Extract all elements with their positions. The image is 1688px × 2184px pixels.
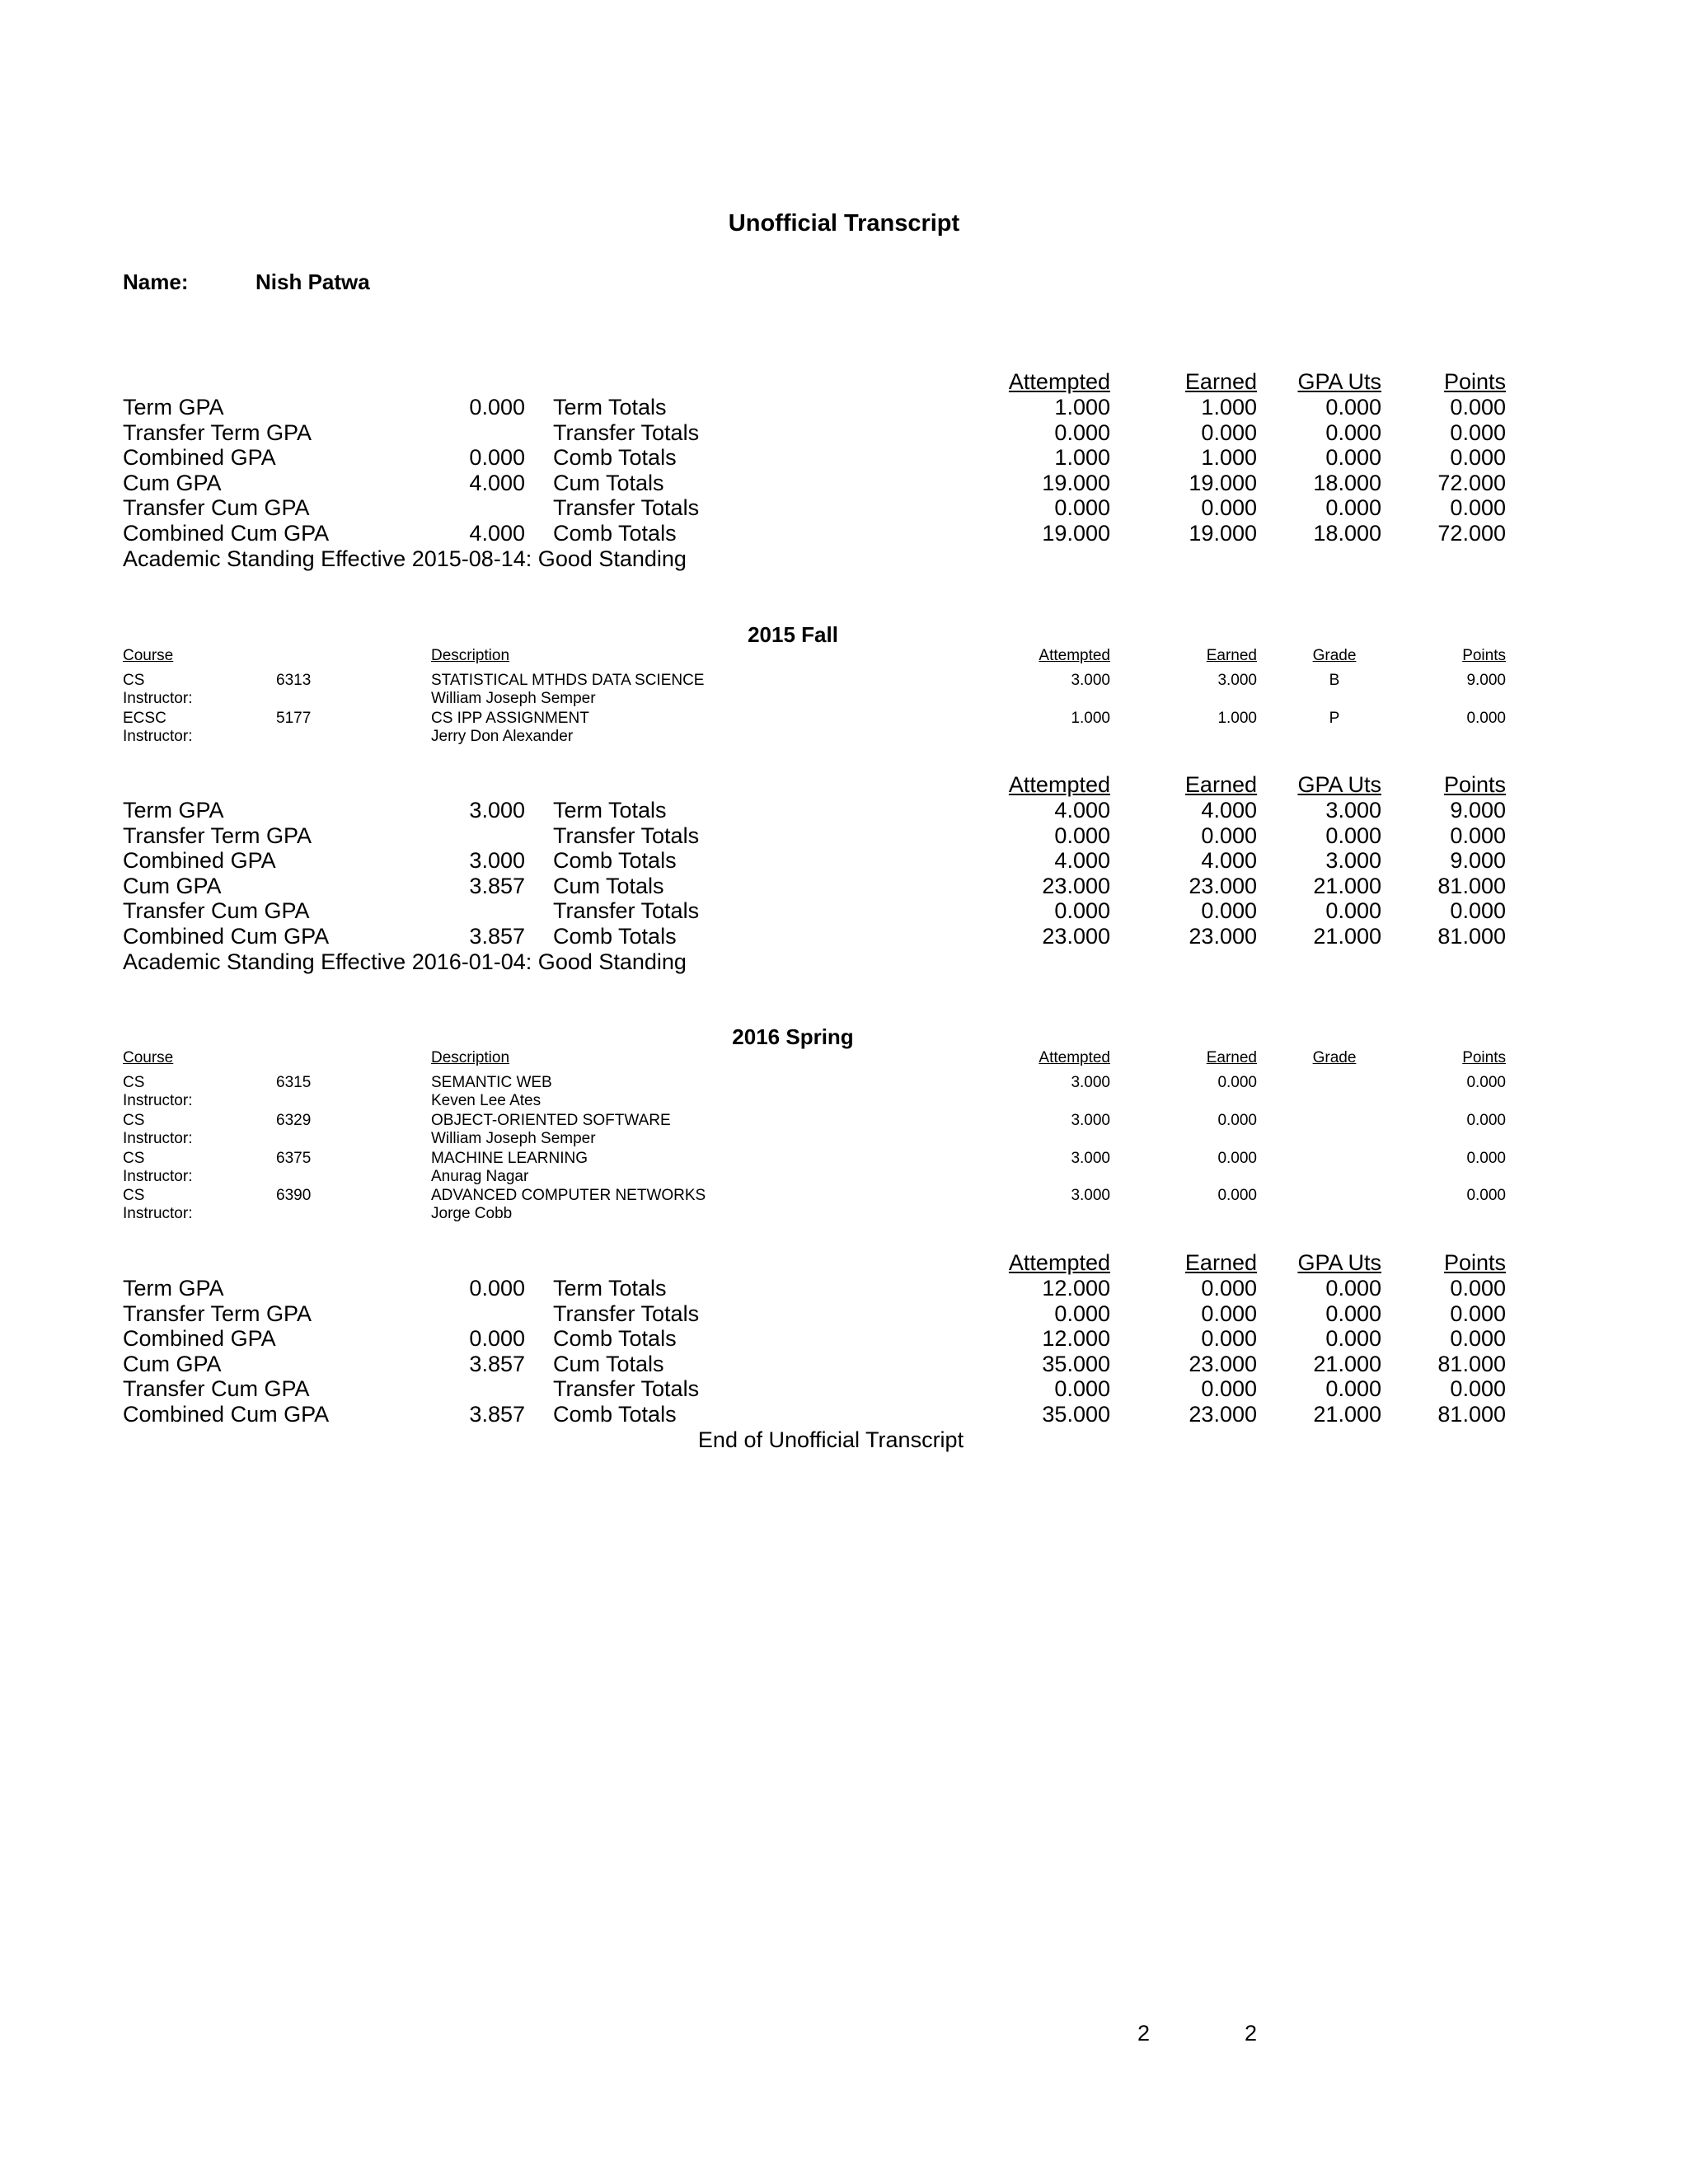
summary-row-totals-label: Comb Totals: [553, 1402, 677, 1427]
summary-row-earned: 0.000: [1201, 495, 1257, 521]
course-header-earned: Earned: [1206, 1049, 1257, 1066]
summary-row-points: 0.000: [1450, 495, 1506, 521]
summary-row-totals-label: Term Totals: [553, 395, 667, 419]
summary-row-points: 0.000: [1450, 823, 1506, 848]
summary-row-gpa: 3.857: [469, 924, 525, 949]
course-subject: CS: [123, 1187, 145, 1205]
summary-row-totals-label: Transfer Totals: [553, 823, 700, 848]
summary-header-earned: Earned: [1184, 1250, 1257, 1275]
summary-row-points: 9.000: [1450, 848, 1506, 874]
instructor-label: Instructor:: [123, 727, 193, 745]
summary-row-label: Combined GPA: [123, 1326, 276, 1352]
student-name: Nish Patwa: [256, 269, 370, 294]
summary-row-totals-label: Cum Totals: [553, 873, 664, 898]
course-number: 6390: [276, 1187, 312, 1205]
summary-header-earned: Earned: [1184, 772, 1257, 797]
course-attempted: 3.000: [1071, 1149, 1110, 1167]
instructor-name: Anurag Nagar: [431, 1167, 529, 1185]
course-attempted: 3.000: [1071, 672, 1110, 689]
instructor-name: William Joseph Semper: [431, 1129, 596, 1147]
summary-header-attempted: Attempted: [1008, 369, 1110, 394]
term-title: 2016 Spring: [732, 1024, 854, 1049]
page-title: Unofficial Transcript: [728, 210, 960, 237]
summary-row-earned: 4.000: [1201, 798, 1257, 823]
summary-row-points: 81.000: [1437, 924, 1506, 949]
course-number: 6375: [276, 1149, 312, 1167]
summary-row-gpa: 3.857: [469, 1351, 525, 1376]
course-header-points: Points: [1462, 647, 1506, 664]
summary-row-totals-label: Comb Totals: [553, 445, 677, 471]
summary-row-gpa-uts: 0.000: [1325, 495, 1381, 521]
summary-row-attempted: 12.000: [1042, 1276, 1110, 1301]
course-grade: B: [1329, 672, 1340, 689]
summary-row-points: 0.000: [1450, 1326, 1506, 1352]
summary-row-earned: 1.000: [1201, 395, 1257, 419]
summary-row-points: 72.000: [1437, 521, 1506, 546]
instructor-label: Instructor:: [123, 690, 193, 707]
course-header-attempted: Attempted: [1039, 1049, 1110, 1066]
summary-row-totals-label: Transfer Totals: [553, 419, 700, 445]
summary-row-totals-label: Transfer Totals: [553, 495, 700, 521]
summary-row-points: 0.000: [1450, 419, 1506, 445]
academic-standing: Academic Standing Effective 2015-08-14: Good Standing: [123, 546, 687, 571]
summary-row-label: Term GPA: [123, 395, 224, 419]
summary-row-totals-label: Term Totals: [553, 798, 667, 823]
course-subject: CS: [123, 1149, 145, 1167]
summary-row-points: 0.000: [1450, 1276, 1506, 1301]
summary-row-points: 9.000: [1450, 798, 1506, 823]
instructor-name: Keven Lee Ates: [431, 1092, 542, 1109]
instructor-name: Jerry Don Alexander: [431, 727, 574, 745]
summary-row-totals-label: Comb Totals: [553, 924, 677, 949]
course-number: 6329: [276, 1111, 312, 1129]
summary-row-gpa-uts: 21.000: [1313, 924, 1381, 949]
summary-row-gpa-uts: 0.000: [1325, 445, 1381, 471]
course-subject: CS: [123, 1074, 145, 1091]
summary-row-gpa: 0.000: [469, 395, 525, 419]
course-header-description: Description: [431, 1049, 510, 1066]
academic-standing: Academic Standing Effective 2016-01-04: Good Standing: [123, 949, 687, 974]
course-description: SEMANTIC WEB: [431, 1074, 552, 1091]
summary-row-gpa-uts: 0.000: [1325, 395, 1381, 419]
summary-row-earned: 0.000: [1201, 823, 1257, 848]
name-label: Name:: [123, 269, 189, 294]
summary-row-gpa: 0.000: [469, 1276, 525, 1301]
summary-row-earned: 23.000: [1189, 1351, 1257, 1376]
summary-row-label: Combined GPA: [123, 848, 276, 874]
summary-row-label: Cum GPA: [123, 1351, 222, 1376]
summary-row-points: 0.000: [1450, 1301, 1506, 1326]
summary-row-label: Term GPA: [123, 1276, 224, 1301]
summary-row-attempted: 4.000: [1054, 798, 1110, 823]
instructor-label: Instructor:: [123, 1092, 193, 1109]
summary-row-earned: 19.000: [1189, 470, 1257, 495]
course-header-grade: Grade: [1312, 1049, 1357, 1066]
course-description: CS IPP ASSIGNMENT: [431, 709, 589, 727]
summary-row-label: Cum GPA: [123, 873, 222, 898]
course-attempted: 3.000: [1071, 1111, 1110, 1129]
summary-row-totals-label: Cum Totals: [553, 1351, 664, 1376]
summary-header-points: Points: [1443, 1250, 1506, 1275]
course-points: 0.000: [1466, 1149, 1506, 1167]
summary-header-gpa-uts: GPA Uts: [1297, 1250, 1381, 1275]
summary-row-gpa: 0.000: [469, 1326, 525, 1352]
summary-row-label: Transfer Cum GPA: [123, 898, 310, 924]
summary-header-points: Points: [1443, 772, 1506, 797]
summary-row-attempted: 0.000: [1054, 898, 1110, 924]
summary-row-points: 0.000: [1450, 898, 1506, 924]
course-header-earned: Earned: [1206, 647, 1257, 664]
summary-row-label: Transfer Term GPA: [123, 419, 312, 445]
summary-row-gpa-uts: 21.000: [1313, 873, 1381, 898]
summary-row-earned: 23.000: [1189, 873, 1257, 898]
summary-row-attempted: 1.000: [1054, 445, 1110, 471]
summary-row-points: 81.000: [1437, 1351, 1506, 1376]
course-subject: CS: [123, 1111, 145, 1129]
summary-row-attempted: 23.000: [1042, 873, 1110, 898]
summary-row-label: Cum GPA: [123, 470, 222, 495]
summary-row-gpa-uts: 0.000: [1325, 1326, 1381, 1352]
summary-row-label: Combined GPA: [123, 445, 276, 471]
summary-row-gpa-uts: 3.000: [1325, 848, 1381, 874]
course-attempted: 3.000: [1071, 1074, 1110, 1091]
instructor-name: William Joseph Semper: [431, 690, 596, 707]
summary-row-label: Combined Cum GPA: [123, 521, 330, 546]
course-header-course: Course: [123, 1049, 174, 1066]
summary-row-totals-label: Transfer Totals: [553, 898, 700, 924]
summary-row-attempted: 0.000: [1054, 419, 1110, 445]
summary-row-gpa-uts: 0.000: [1325, 898, 1381, 924]
course-description: STATISTICAL MTHDS DATA SCIENCE: [431, 672, 705, 689]
summary-row-label: Transfer Term GPA: [123, 1301, 312, 1326]
summary-row-attempted: 0.000: [1054, 495, 1110, 521]
course-points: 0.000: [1466, 1111, 1506, 1129]
summary-row-attempted: 0.000: [1054, 823, 1110, 848]
summary-row-gpa: 3.857: [469, 1402, 525, 1427]
instructor-label: Instructor:: [123, 1205, 193, 1223]
course-points: 0.000: [1466, 1074, 1506, 1091]
summary-row-earned: 0.000: [1201, 1326, 1257, 1352]
summary-row-label: Combined Cum GPA: [123, 1402, 330, 1427]
summary-row-attempted: 12.000: [1042, 1326, 1110, 1352]
course-earned: 3.000: [1217, 672, 1257, 689]
summary-row-totals-label: Cum Totals: [553, 470, 664, 495]
summary-row-totals-label: Term Totals: [553, 1276, 667, 1301]
summary-row-points: 72.000: [1437, 470, 1506, 495]
instructor-label: Instructor:: [123, 1129, 193, 1147]
summary-row-points: 0.000: [1450, 395, 1506, 419]
summary-row-label: Combined Cum GPA: [123, 924, 330, 949]
course-header-points: Points: [1462, 1049, 1506, 1066]
course-grade: P: [1329, 709, 1340, 727]
course-header-grade: Grade: [1312, 647, 1357, 664]
summary-row-gpa-uts: 0.000: [1325, 419, 1381, 445]
instructor-label: Instructor:: [123, 1167, 193, 1185]
course-subject: ECSC: [123, 709, 166, 727]
course-number: 6313: [276, 672, 312, 689]
summary-row-label: Transfer Term GPA: [123, 823, 312, 848]
summary-row-gpa-uts: 3.000: [1325, 798, 1381, 823]
course-header-course: Course: [123, 647, 174, 664]
summary-row-earned: 0.000: [1201, 898, 1257, 924]
course-earned: 1.000: [1217, 709, 1257, 727]
instructor-name: Jorge Cobb: [431, 1205, 513, 1223]
course-attempted: 3.000: [1071, 1187, 1110, 1205]
course-earned: 0.000: [1217, 1149, 1257, 1167]
course-points: 0.000: [1466, 1187, 1506, 1205]
summary-row-gpa: 3.000: [469, 848, 525, 874]
term-title: 2015 Fall: [748, 622, 838, 647]
summary-row-earned: 0.000: [1201, 1376, 1257, 1402]
summary-row-earned: 23.000: [1189, 924, 1257, 949]
summary-row-attempted: 23.000: [1042, 924, 1110, 949]
summary-row-earned: 0.000: [1201, 1301, 1257, 1326]
course-attempted: 1.000: [1071, 709, 1110, 727]
course-earned: 0.000: [1217, 1074, 1257, 1091]
summary-row-points: 0.000: [1450, 445, 1506, 471]
summary-row-points: 81.000: [1437, 1402, 1506, 1427]
summary-row-attempted: 35.000: [1042, 1351, 1110, 1376]
summary-row-earned: 23.000: [1189, 1402, 1257, 1427]
summary-row-gpa: 4.000: [469, 470, 525, 495]
course-number: 6315: [276, 1074, 312, 1091]
summary-row-attempted: 35.000: [1042, 1402, 1110, 1427]
summary-row-gpa: 3.000: [469, 798, 525, 823]
summary-row-points: 0.000: [1450, 1376, 1506, 1402]
summary-row-gpa: 0.000: [469, 445, 525, 471]
summary-row-label: Transfer Cum GPA: [123, 495, 310, 521]
end-of-transcript: End of Unofficial Transcript: [697, 1427, 964, 1452]
summary-row-attempted: 4.000: [1054, 848, 1110, 874]
summary-row-attempted: 19.000: [1042, 470, 1110, 495]
summary-row-gpa-uts: 21.000: [1313, 1351, 1381, 1376]
summary-header-gpa-uts: GPA Uts: [1297, 772, 1381, 797]
course-earned: 0.000: [1217, 1187, 1257, 1205]
summary-row-gpa: 4.000: [469, 521, 525, 546]
summary-row-earned: 1.000: [1201, 445, 1257, 471]
summary-row-gpa-uts: 18.000: [1313, 470, 1381, 495]
course-description: ADVANCED COMPUTER NETWORKS: [431, 1187, 706, 1205]
summary-row-attempted: 0.000: [1054, 1301, 1110, 1326]
summary-row-earned: 19.000: [1189, 521, 1257, 546]
course-points: 9.000: [1466, 672, 1506, 689]
summary-row-gpa-uts: 0.000: [1325, 1376, 1381, 1402]
summary-row-earned: 0.000: [1201, 419, 1257, 445]
summary-row-label: Transfer Cum GPA: [123, 1376, 310, 1402]
summary-header-attempted: Attempted: [1008, 772, 1110, 797]
summary-row-totals-label: Comb Totals: [553, 848, 677, 874]
summary-row-totals-label: Comb Totals: [553, 521, 677, 546]
summary-row-gpa: 3.857: [469, 873, 525, 898]
summary-row-totals-label: Transfer Totals: [553, 1376, 700, 1402]
summary-row-attempted: 0.000: [1054, 1376, 1110, 1402]
summary-row-totals-label: Transfer Totals: [553, 1301, 700, 1326]
page-count: 2: [1245, 2021, 1258, 2046]
course-points: 0.000: [1466, 709, 1506, 727]
course-subject: CS: [123, 672, 145, 689]
summary-row-gpa-uts: 0.000: [1325, 1301, 1381, 1326]
course-description: OBJECT-ORIENTED SOFTWARE: [431, 1111, 671, 1129]
summary-row-attempted: 19.000: [1042, 521, 1110, 546]
course-number: 5177: [276, 709, 312, 727]
summary-row-label: Term GPA: [123, 798, 224, 823]
course-description: MACHINE LEARNING: [431, 1149, 588, 1167]
page-number: 2: [1137, 2021, 1151, 2046]
summary-header-earned: Earned: [1184, 369, 1257, 394]
summary-header-points: Points: [1443, 369, 1506, 394]
summary-header-gpa-uts: GPA Uts: [1297, 369, 1381, 394]
summary-row-gpa-uts: 21.000: [1313, 1402, 1381, 1427]
summary-row-earned: 0.000: [1201, 1276, 1257, 1301]
course-header-attempted: Attempted: [1039, 647, 1110, 664]
summary-row-earned: 4.000: [1201, 848, 1257, 874]
summary-row-gpa-uts: 0.000: [1325, 823, 1381, 848]
summary-row-gpa-uts: 18.000: [1313, 521, 1381, 546]
course-earned: 0.000: [1217, 1111, 1257, 1129]
summary-row-attempted: 1.000: [1054, 395, 1110, 419]
summary-row-points: 81.000: [1437, 873, 1506, 898]
course-header-description: Description: [431, 647, 510, 664]
summary-header-attempted: Attempted: [1008, 1250, 1110, 1275]
summary-row-totals-label: Comb Totals: [553, 1326, 677, 1352]
summary-row-gpa-uts: 0.000: [1325, 1276, 1381, 1301]
